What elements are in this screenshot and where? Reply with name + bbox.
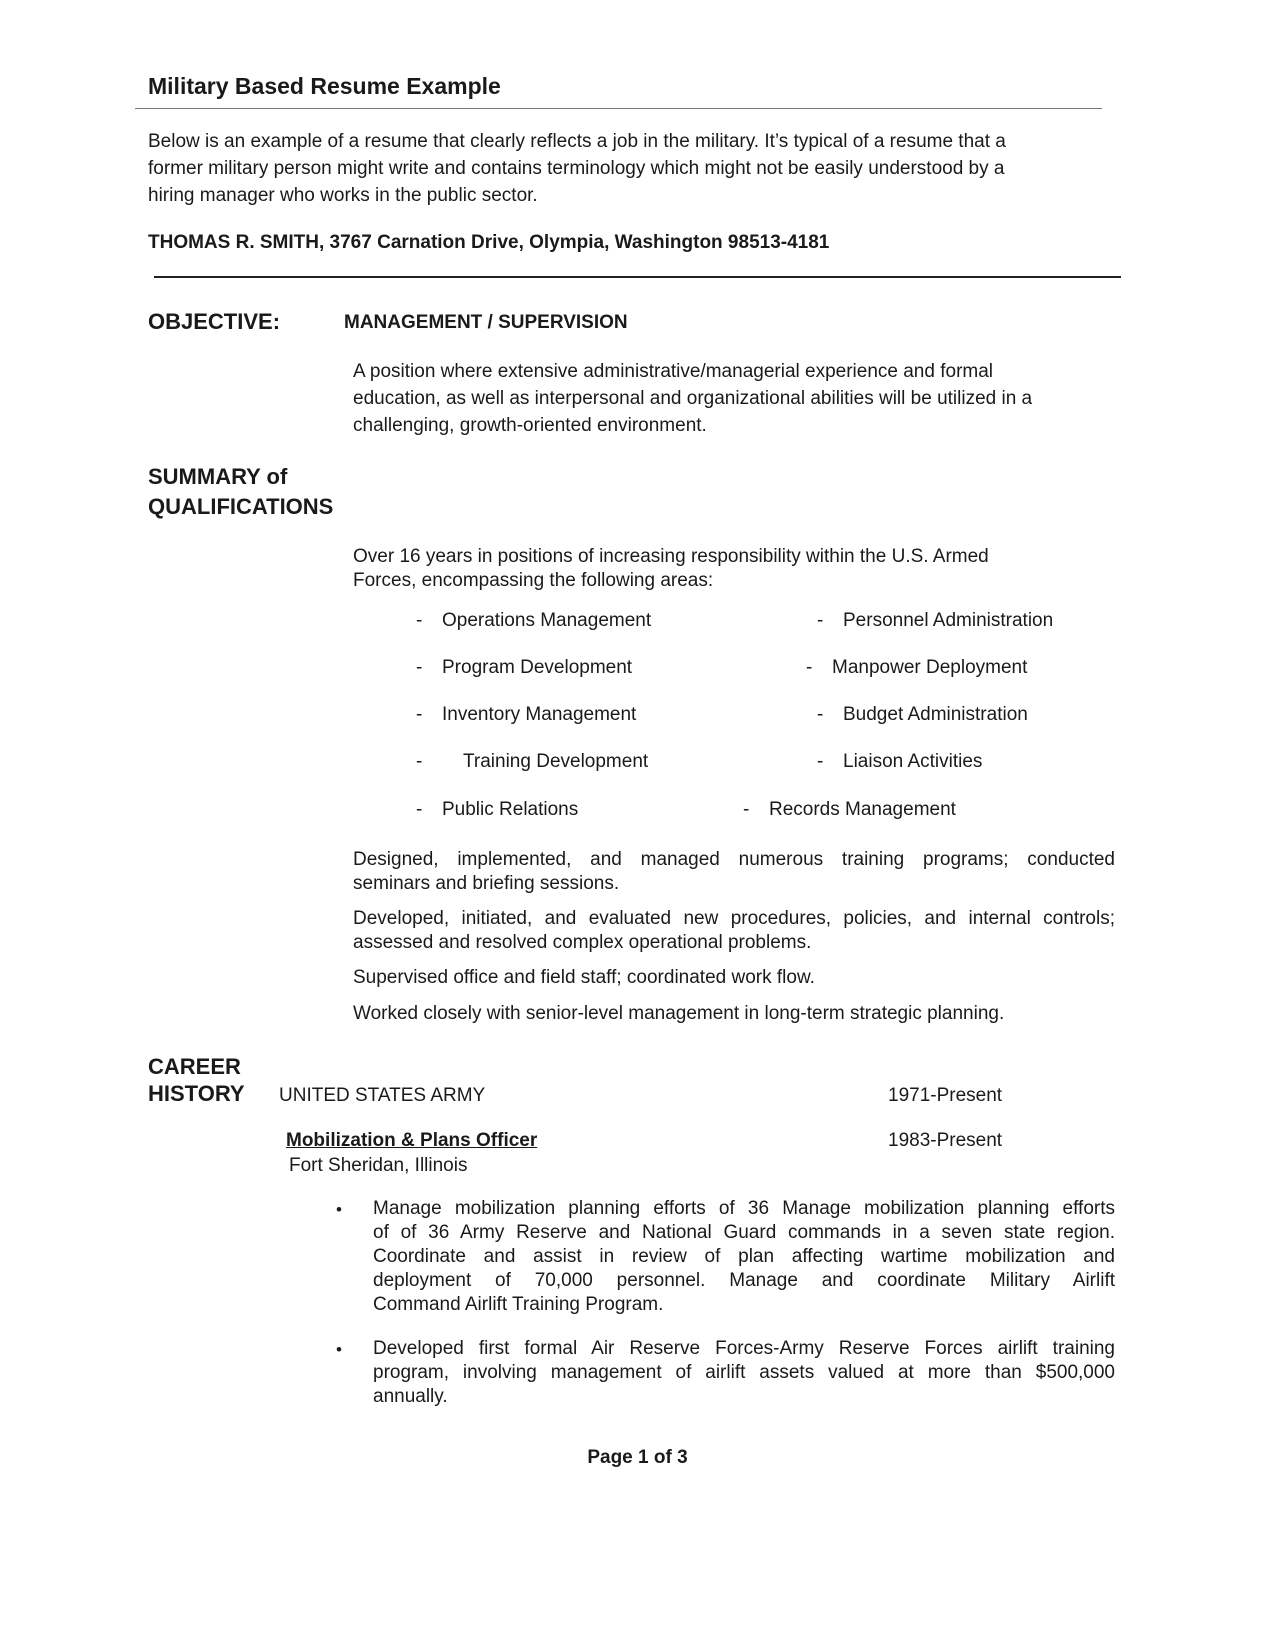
accomplishment-line: Designed, implemented, and managed numerous training programs; conducted (353, 849, 1115, 870)
area-dash: - (817, 610, 824, 631)
duty-line: Command Airlift Training Program. (373, 1294, 664, 1315)
job-duty (373, 1197, 1115, 1317)
area-dash: - (743, 799, 750, 820)
intro-paragraph (148, 128, 1108, 209)
objective-text (353, 358, 1032, 439)
area-item: Liaison Activities (843, 751, 983, 772)
duty-line: Developed first formal Air Reserve Forces-Army Reserve Forces airlift training (373, 1338, 1115, 1359)
intro-line: Below is an example of a resume that clearly reflects a job in the military. It’s typical of a resume that a (148, 131, 1006, 152)
summary-accomplishment (353, 966, 1115, 990)
duty-line: deployment of 70,000 personnel. Manage and coordinate Military Airlift (373, 1270, 1115, 1291)
bullet-icon: • (336, 1200, 342, 1219)
summary-intro-line: Forces, encompassing the following areas: (353, 570, 714, 591)
summary-accomplishment (353, 848, 1115, 896)
job-location: Fort Sheridan, Illinois (289, 1155, 468, 1176)
objective-line: A position where extensive administrative/managerial experience and formal (353, 361, 994, 382)
job-duty (373, 1337, 1115, 1409)
area-item: Public Relations (442, 799, 579, 820)
career-heading-line: HISTORY (148, 1081, 245, 1106)
accomplishment-line: seminars and briefing sessions. (353, 873, 620, 894)
area-item: Operations Management (442, 610, 652, 631)
title-divider (135, 108, 1102, 109)
area-dash: - (806, 657, 813, 678)
summary-heading-line: QUALIFICATIONS (148, 494, 334, 519)
duty-line: program, involving management of airlift assets valued at more than $500,000 (373, 1362, 1115, 1383)
summary-heading (148, 462, 333, 522)
accomplishment-line: assessed and resolved complex operational problems. (353, 932, 812, 953)
area-item: Inventory Management (442, 704, 637, 725)
bullet-icon: • (336, 1340, 342, 1359)
accomplishment-line: Worked closely with senior-level management in long-term strategic planning. (353, 1003, 1005, 1024)
area-item: Budget Administration (843, 704, 1028, 725)
objective-heading: OBJECTIVE: (148, 309, 281, 334)
job-title: Mobilization & Plans Officer (286, 1130, 538, 1151)
area-dash: - (416, 751, 423, 772)
area-dash: - (416, 657, 423, 678)
intro-line: former military person might write and contains terminology which might not be easily understood by a (148, 158, 1005, 179)
summary-intro (353, 545, 989, 593)
duty-line: annually. (373, 1386, 448, 1407)
summary-heading-line: SUMMARY of (148, 464, 288, 489)
employer-dates: 1971-Present (888, 1085, 1003, 1106)
duty-line: Manage mobilization planning efforts of 36 Manage mobilization planning efforts (373, 1198, 1115, 1219)
area-item: Records Management (769, 799, 956, 820)
objective-line: challenging, growth-oriented environment. (353, 415, 707, 436)
summary-intro-line: Over 16 years in positions of increasing responsibility within the U.S. Armed (353, 546, 989, 567)
contact-line: THOMAS R. SMITH, 3767 Carnation Drive, Olympia, Washington 98513-4181 (148, 232, 830, 253)
page-number: Page 1 of 3 (587, 1447, 688, 1468)
area-item: Manpower Deployment (832, 657, 1028, 678)
duty-line: Coordinate and assist in review of plan affecting wartime mobilization and (373, 1246, 1115, 1267)
area-dash: - (416, 704, 423, 725)
intro-line: hiring manager who works in the public sector. (148, 185, 538, 206)
career-heading-line: CAREER (148, 1054, 241, 1079)
objective-line: education, as well as interpersonal and organizational abilities will be utilized in a (353, 388, 1033, 409)
area-item: Training Development (463, 751, 649, 772)
document-title: Military Based Resume Example (148, 73, 501, 99)
duty-line: of of 36 Army Reserve and National Guard commands in a seven state region. (373, 1222, 1115, 1243)
accomplishment-line: Supervised office and field staff; coordinated work flow. (353, 967, 815, 988)
employer-name: UNITED STATES ARMY (279, 1085, 486, 1106)
contact-divider (154, 276, 1121, 278)
area-item: Personnel Administration (843, 610, 1054, 631)
area-dash: - (817, 751, 824, 772)
career-heading (148, 1053, 245, 1107)
area-dash: - (416, 610, 423, 631)
area-item: Program Development (442, 657, 633, 678)
area-dash: - (416, 799, 423, 820)
area-dash: - (817, 704, 824, 725)
job-dates: 1983-Present (888, 1130, 1003, 1151)
accomplishment-line: Developed, initiated, and evaluated new procedures, policies, and internal controls; (353, 908, 1115, 929)
summary-accomplishment (353, 907, 1115, 955)
summary-accomplishment (353, 1002, 1115, 1026)
objective-title: MANAGEMENT / SUPERVISION (344, 312, 628, 333)
